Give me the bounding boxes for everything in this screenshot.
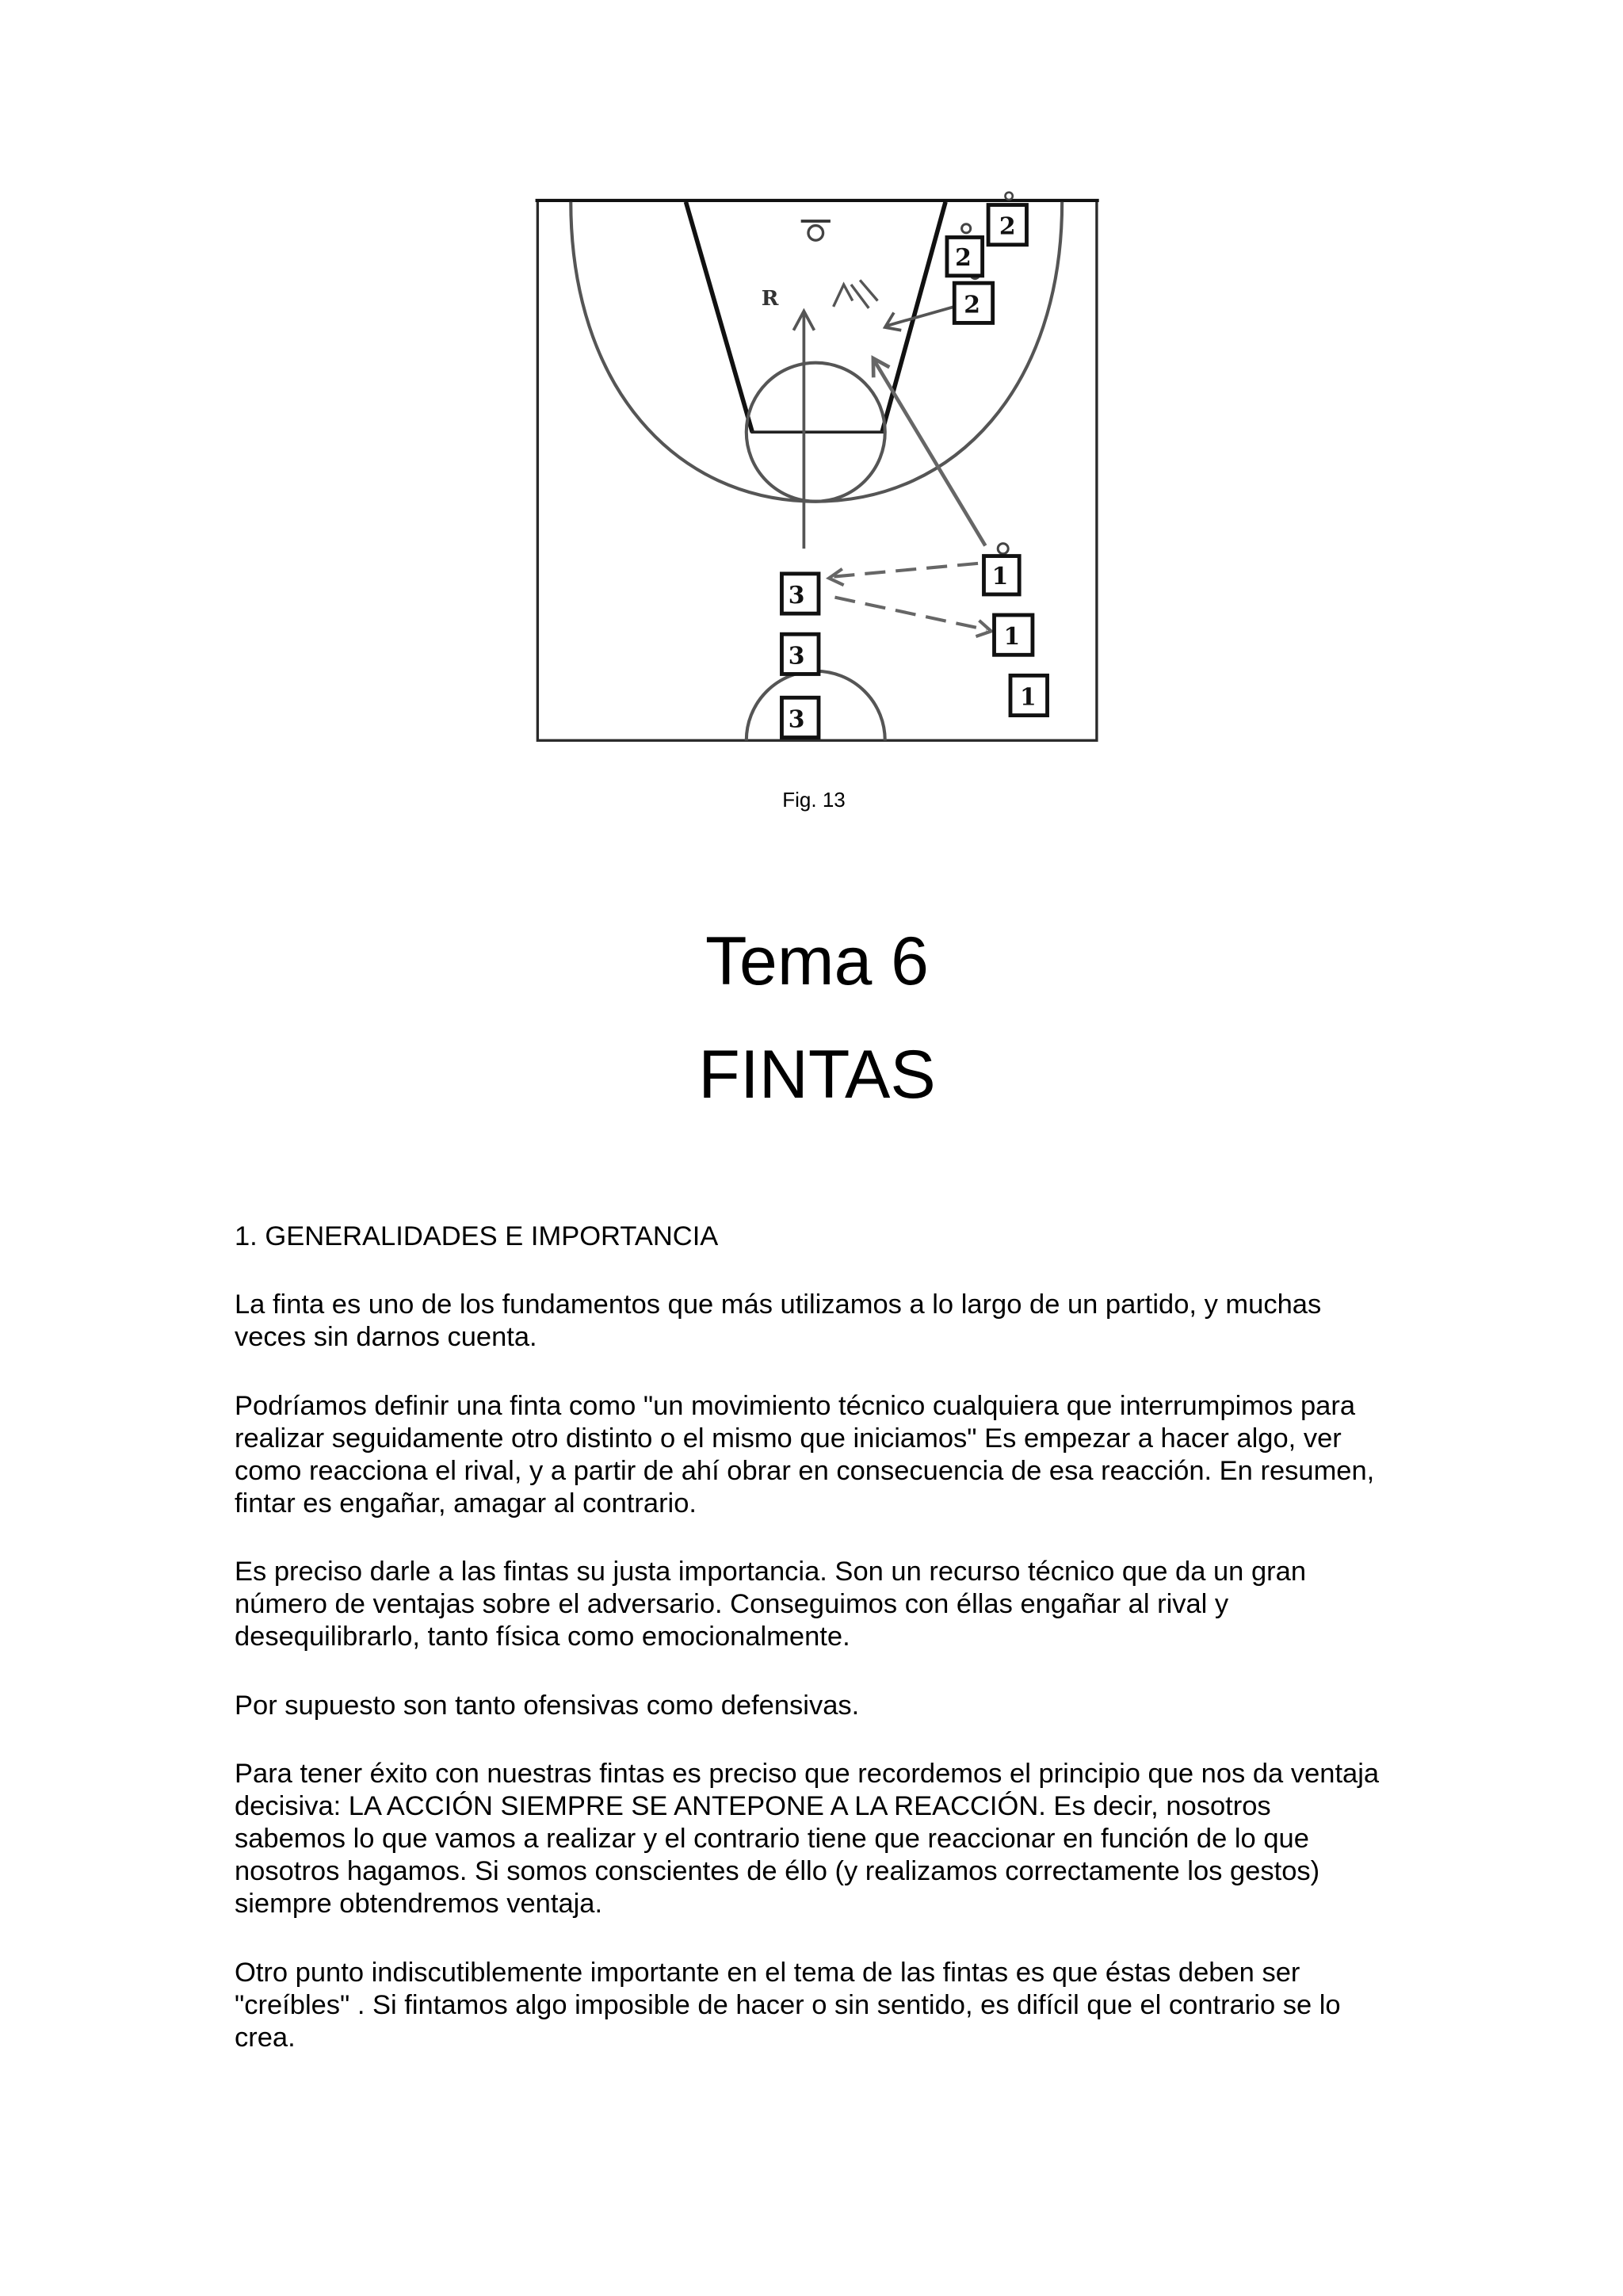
- player-box: [988, 205, 1026, 245]
- dashed-pass-arrow-3-to-1: [834, 598, 991, 636]
- text-line: nosotros hagamos. Si somos conscientes de éllo (y realizamos correctamente los gestos): [235, 1856, 1320, 1887]
- text-line: Por supuesto son tanto ofensivas como defensivas.: [235, 1690, 860, 1721]
- player-label: 3: [788, 705, 805, 734]
- player-label: 2: [955, 243, 972, 272]
- text-line: como reacciona el rival, y a partir de ahí obrar en consecuencia de esa reacción. En resumen,: [235, 1455, 1375, 1486]
- figure-caption: Fig. 13: [782, 788, 846, 812]
- ball-marker: [1005, 193, 1012, 200]
- text-line: sabemos lo que vamos a realizar y el contrario tiene que reaccionar en función de lo que: [235, 1824, 1309, 1855]
- text-line: Otro punto indiscutiblemente importante en el tema de las fintas es que éstas deben ser: [235, 1958, 1300, 1988]
- player-box: [781, 697, 819, 737]
- paragraph: [235, 1957, 1503, 2054]
- three-point-arc: [571, 202, 1062, 502]
- text-line: realizar seguidamente otro distinto o el mismo que iniciamos" Es empezar a hacer algo, ver: [235, 1423, 1342, 1454]
- paragraph: [235, 1758, 1503, 1920]
- player-box: [947, 237, 983, 275]
- text-line: decisiva: LA ACCIÓN SIEMPRE SE ANTEPONE A LA REACCIÓN. Es decir, nosotros: [235, 1791, 1271, 1822]
- text-line: número de ventajas sobre el adversario. Conseguimos con éllas engañar al rival y: [235, 1589, 1229, 1620]
- dashed-pass-arrow-3-to-1-head: [976, 621, 991, 636]
- text-line: crea.: [235, 2023, 296, 2053]
- player-box: [983, 556, 1019, 594]
- dashed-pass-arrow-3-to-1-shaft: [834, 598, 987, 630]
- lane-line-left: [685, 202, 752, 432]
- player-box: [954, 283, 992, 323]
- basketball-court-diagram: [531, 185, 1106, 747]
- section-heading: 1. GENERALIDADES E IMPORTANCIA: [235, 1221, 719, 1251]
- dashed-pass-arrow-1-to-3-shaft: [834, 563, 978, 577]
- topic-title: Tema 6: [705, 923, 930, 999]
- paragraph: [235, 1556, 1503, 1653]
- text-line: "creíbles" . Si fintamos algo imposible de hacer o sin sentido, es difícil que el contrario se lo: [235, 1990, 1341, 2021]
- topic-subtitle: FINTAS: [698, 1037, 936, 1113]
- text-line: veces sin darnos cuenta.: [235, 1322, 537, 1353]
- text-line: Podríamos definir una finta como "un movimiento técnico cualquiera que interrumpimos para: [235, 1390, 1356, 1421]
- text-line: Para tener éxito con nuestras fintas es preciso que recordemos el principio que nos da ventaja: [235, 1759, 1380, 1790]
- text-line: La finta es uno de los fundamentos que más utilizamos a lo largo de un partido, y muchas: [235, 1289, 1322, 1320]
- paragraph: [235, 1289, 1503, 1354]
- rebound-label: R: [761, 287, 779, 311]
- text-line: desequilibrarlo, tanto física como emocionalmente.: [235, 1622, 850, 1652]
- player-label: 1: [1019, 683, 1037, 712]
- player-label: 3: [788, 582, 805, 610]
- fake-marks: [834, 280, 878, 308]
- ball-marker: [998, 544, 1008, 554]
- player-box: [781, 574, 819, 613]
- text-line: fintar es engañar, amagar al contrario.: [235, 1488, 697, 1519]
- player-box: [1010, 675, 1048, 715]
- dashed-pass-arrow-1-to-3: [829, 563, 978, 585]
- player-box: [995, 615, 1033, 655]
- text-line: siempre obtendremos ventaja.: [235, 1889, 603, 1920]
- text-line: Es preciso darle a las fintas su justa importancia. Son un recurso técnico que da un gran: [235, 1557, 1307, 1587]
- player-label: 2: [964, 291, 980, 319]
- cut-arrow-vertical: [793, 311, 814, 549]
- player-label: 3: [788, 642, 805, 670]
- basket-ring: [808, 226, 823, 241]
- ball-marker: [962, 224, 971, 233]
- player-label: 1: [991, 562, 1009, 590]
- movement-arrow-2: [885, 307, 954, 330]
- cut-arrow-diagonal: [873, 358, 985, 545]
- player-label: 1: [1003, 623, 1021, 651]
- paragraph: [235, 1390, 1503, 1520]
- player-box: [781, 634, 819, 674]
- player-label: 2: [999, 212, 1016, 241]
- fake-mark-slash-2: [860, 280, 877, 300]
- paragraph: [235, 1690, 1503, 1722]
- cut-arrow-diagonal-shaft: [875, 361, 986, 546]
- section-body: [235, 1221, 1503, 2055]
- fake-mark-caret: [834, 285, 853, 307]
- movement-arrow-2-shaft: [887, 307, 955, 326]
